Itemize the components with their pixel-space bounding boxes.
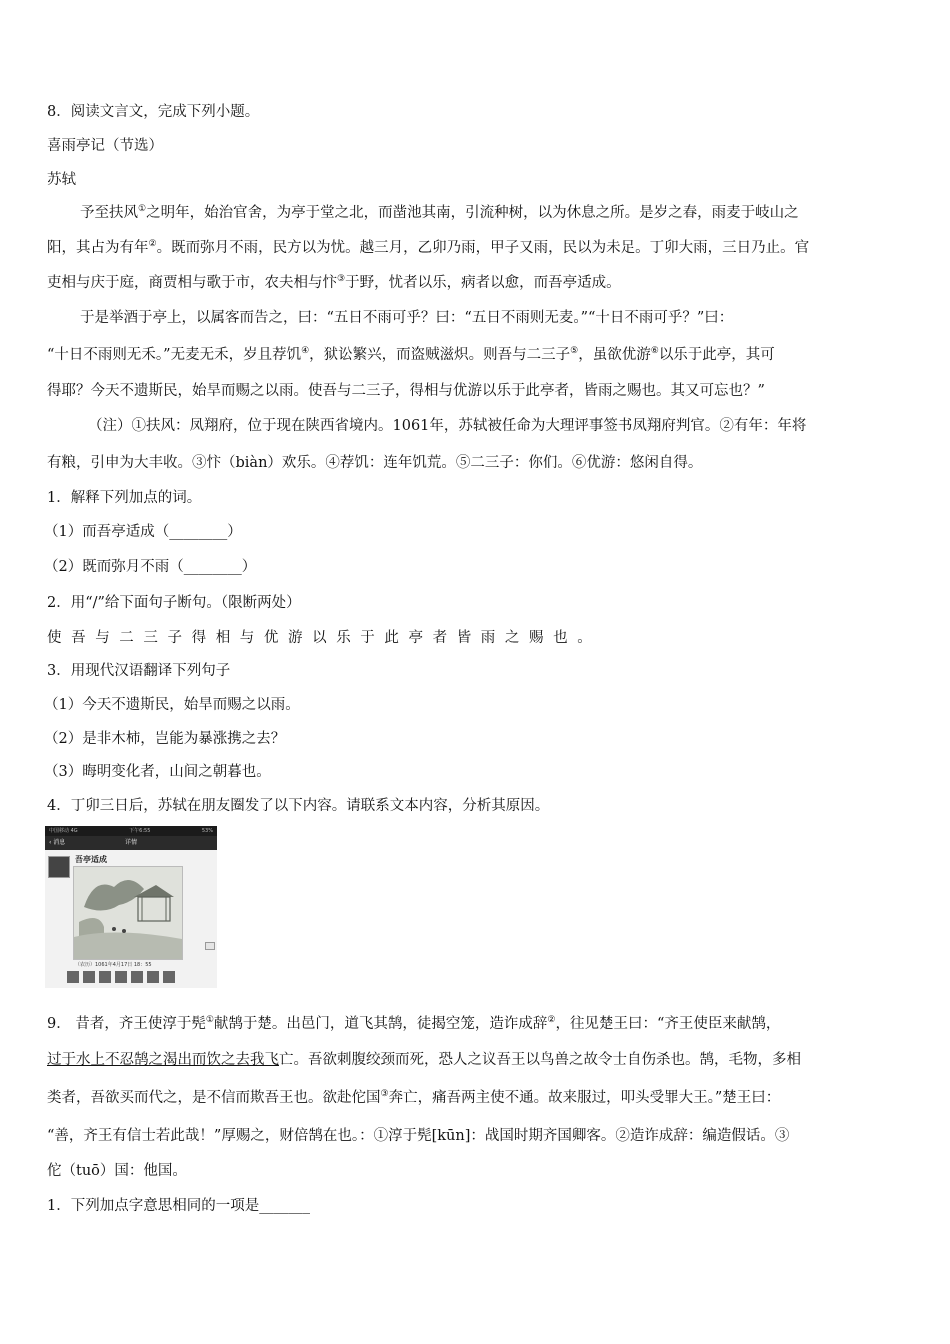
subquestion-3-item-1: （1）今天不遗斯民，始旱而赐之以雨。: [44, 697, 300, 713]
passage-paragraph-2-line-1: 于是举酒于亭上，以属客而告之，曰：“五日不雨可乎？曰：“五日不雨则无麦。”“十日不雨可乎？”曰：: [80, 310, 734, 326]
subquestion-4: 4．丁卯三日后，苏轼在朋友圈发了以下内容。请联系文本内容，分析其原因。: [47, 798, 550, 814]
back-button: ‹ 消息: [49, 839, 66, 846]
subquestion-1: 1．解释下列加点的词。: [47, 490, 202, 506]
question-8-header: 8．阅读文言文，完成下列小题。: [47, 104, 260, 120]
question-9-subquestion-1: 1．下列加点字意思相同的一项是_______: [47, 1198, 310, 1214]
subquestion-3-item-3: （3）晦明变化者，山间之朝暮也。: [44, 764, 271, 780]
comment-icon: [205, 942, 215, 950]
annotation-line-2: 有粮，引申为大丰收。③忭（biàn）欢乐。④荐饥：连年饥荒。⑤二三子：你们。⑥优游：悠闲自得。: [47, 455, 703, 471]
post-title: 吾亭适成: [75, 854, 107, 864]
passage-paragraph-2-line-3: 得耶？今天不遗斯民，始旱而赐之以雨。使吾与二三子，得相与优游以乐于此亭者，皆雨之赐也。其又可忘也？”: [47, 383, 765, 399]
subquestion-2-sentence: 使吾与二三子得相与优游以乐于此亭者皆雨之赐也。: [47, 630, 602, 646]
social-post-screenshot: [45, 826, 217, 988]
subquestion-3-item-2: （2）是非木柿，岂能为暴涨携之去？: [44, 731, 286, 747]
annotation-line-1: （注）①扶风：凤翔府，位于现在陕西省境内。1061年，苏轼被任命为大理评事签书凤翔府判官。②有年：年将: [88, 418, 807, 434]
passage-paragraph-1-line-2: 阳，其占为有年②。既而弥月不雨，民方以为忧。越三月，乙卯乃雨，甲子又雨，民以为未足。丁卯大雨，三日乃止。官: [47, 239, 810, 256]
painting-illustration: [74, 867, 182, 959]
subquestion-1-item-2: （2）既而弥月不雨（________）: [44, 559, 257, 575]
underlined-sentence: 过于水上不忍鹄之渴出而饮之去我飞: [47, 1052, 279, 1068]
passage-paragraph-1-line-1: 予至扶风①之明年，始治官舍，为亭于堂之北，而凿池其南，引流种树，以为休息之所。是岁之春，雨麦于岐山之: [80, 204, 799, 221]
passage-title: 喜雨亭记（节选）: [47, 138, 163, 154]
phone-nav-bar: [45, 836, 217, 850]
question-9-line-5: 佗（tuō）国：他国。: [47, 1163, 187, 1179]
subquestion-2: 2．用“/”给下面句子断句。（限断两处）: [47, 595, 301, 611]
avatar: [48, 856, 70, 878]
nav-title: 详情: [124, 839, 137, 846]
like-avatars: [67, 971, 187, 983]
phone-status-bar: 中国移动 4G 下午6:55 53%: [45, 826, 217, 836]
question-9-line-4: “善，齐王有信士若此哉！”厚赐之，财倍鹄在也。：①淳于髡[kūn]：战国时期齐国卿客。②造诈成辞：编造假话。③: [47, 1128, 790, 1144]
subquestion-1-item-1: （1）而吾亭适成（________）: [44, 524, 242, 540]
question-9-line-1: 9． 昔者，齐王使淳于髡①献鹄于楚。出邑门，道飞其鹄，徒揭空笼，造诈成辞②，往见楚王曰：“齐王使臣来献鹄，: [47, 1015, 781, 1032]
pavilion-painting-image: [73, 866, 183, 960]
post-timestamp: （农历）1061年4月17日 18：55: [75, 962, 152, 968]
question-9-line-2: 过于水上不忍鹄之渴出而饮之去我飞亡。吾欲刺腹绞颈而死，恐人之议吾王以鸟兽之故令士自伤杀也。鹄，毛物，多相: [47, 1052, 801, 1068]
subquestion-3: 3．用现代汉语翻译下列句子: [47, 663, 231, 679]
passage-author: 苏轼: [47, 172, 76, 188]
passage-paragraph-2-line-2: “十日不雨则无禾。”无麦无禾，岁且荐饥④，狱讼繁兴，而盗贼滋炽。则吾与二三子⑤，虽欲优游⑥以乐于此亭，其可: [47, 346, 775, 363]
passage-paragraph-1-line-3: 吏相与庆于庭，商贾相与歌于市，农夫相与忭③于野，忧者以乐，病者以愈，而吾亭适成。: [47, 274, 621, 291]
question-9-line-3: 类者，吾欲买而代之，是不信而欺吾王也。欲赴佗国③奔亡，痛吾两主使不通。故来服过，叩头受罪大王。”楚王曰：: [47, 1089, 781, 1106]
